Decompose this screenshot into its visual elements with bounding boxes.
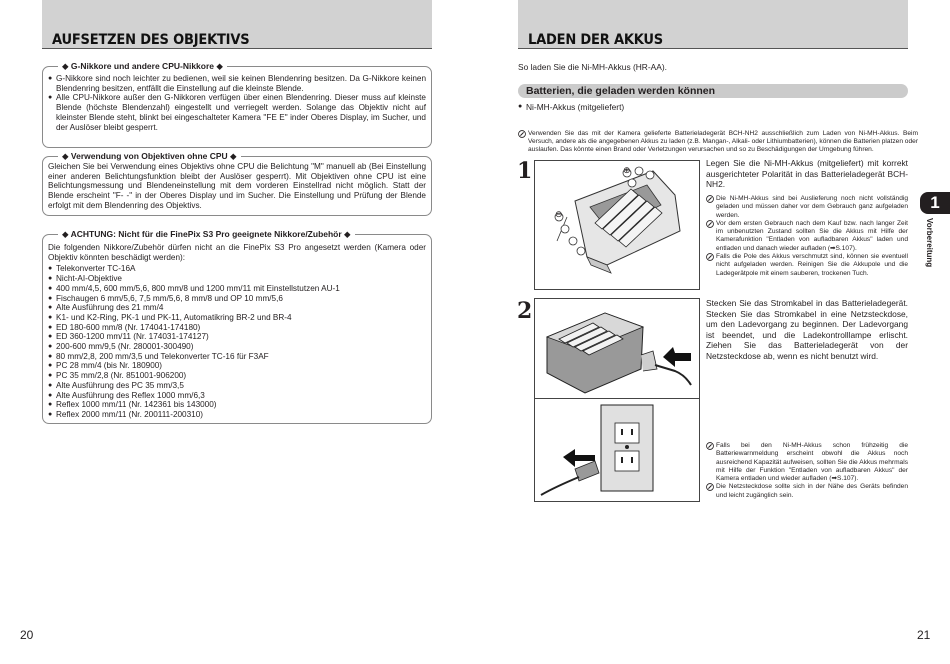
list-item: ● Alte Ausführung des PC 35 mm/3,5 [48,381,426,391]
step-1-number: 1 [517,158,533,184]
note-text: Die Netzsteckdose sollte sich in der Nähe des Geräts befinden und leicht zugänglich sein. [716,483,908,499]
non-cpu-lens-box-title: ◆ Verwendung von Objektiven ohne CPU ◆ [58,151,241,162]
right-header-rule [518,48,908,49]
list-item: ● K1- und K2-Ring, PK-1 und PK-11, Automatikring BR-2 und BR-4 [48,313,426,323]
battery-type-item: ● Ni-MH-Akkus (mitgeliefert) [518,102,950,113]
list-item: ● Alte Ausführung des 21 mm/4 [48,303,426,313]
warning-accessories-box-text [48,243,426,420]
step-2-illustration-top [534,298,700,400]
minus-sign: ⊖ [555,209,563,219]
chapter-label: Vorbereitung [925,218,934,268]
list-item: ● Alte Ausführung des Reflex 1000 mm/6,3 [48,391,426,401]
charger-cable-image [535,299,699,399]
right-page-number: 21 [917,628,931,642]
note-text: Die Ni-MH-Akkus sind bei Auslieferung noch nicht vollständig geladen und müssen daher vor dem Gebrauch ganz aufgeladen werden. [716,195,908,219]
list-item: ● Reflex 2000 mm/11 (Nr. 200111-200310) [48,410,426,420]
list-item: ● Telekonverter TC-16A [48,264,426,274]
warning-note-text: Verwenden Sie das mit der Kamera gelieferte Batterieladegerät BCH-NH2 ausschließlich zum Laden von Ni-MH-Akkus. Beim Versuch, andere als die angegebenen Akkus zu laden (z.B. Mangan-, Alkali- oder Lithiumbatterien), können die Batterien platzen oder auslaufen. Das könnte einen Brand oder Verletzungen verursachen und so zu Beschädigungen der Umgebung führen. [528,129,919,154]
list-item: ● ED 180-600 mm/8 (Nr. 174041-174180) [48,323,426,333]
step-1-illustration [534,160,700,290]
list-item: ● ED 360-1200 mm/11 (Nr. 174031-174127) [48,332,426,342]
note-item [706,253,908,278]
note-item [706,442,908,483]
right-page-title: LADEN DER AKKUS [528,32,663,48]
list-item: ● 80 mm/2,8, 200 mm/3,5 und Telekonverter TC-16 für F3AF [48,352,426,362]
chapter-tab: 1 [920,192,950,214]
step-1-text: Legen Sie die Ni-MH-Akkus (mitgeliefert) mit korrekt ausgerichteter Polarität in das Batterieladegerät BCH-NH2. [706,158,908,190]
warning-icon [518,130,526,138]
step-2-illustration-bottom [534,398,700,502]
cpu-nikkore-box-text [48,74,426,132]
list-item: ● Reflex 1000 mm/11 (Nr. 142361 bis 143000) [48,400,426,410]
charger-with-batteries-image [535,161,699,289]
warning-note [518,130,918,155]
non-cpu-lens-box-text: Gleichen Sie bei Verwendung eines Objektivs ohne CPU die Belichtung "M" manuell ab (Bei Einstellung einer anderen Belichtungsfunktion bleibt der Auslöser gesperrt). Mit Objektiven ohne CPU ist eine Belichtungsmessung und Blendeneinstellung mit dem vorderen Einstellrad nicht möglich. Statt der Blende erscheint "F- -" in der Oberes Display und im Sucher. Die Einstellung und Prüfung der Blende erfolgt mit dem Blendenring des Objektivs. [48,162,426,210]
list-item: ● G-Nikkore sind noch leichter zu bedienen, weil sie keinen Blendenring besitzen. Da G-Nikkore keinen Blendenring besitzen, entfällt die Einstellung auf die kleinste Blende. [48,74,426,93]
note-icon [706,483,714,491]
cpu-nikkore-box-title: ◆ G-Nikkore und andere CPU-Nikkore ◆ [58,61,227,72]
list-item: ● 400 mm/4,5, 600 mm/5,6, 800 mm/8 und 1200 mm/11 mit Einstellstutzen AU-1 [48,284,426,294]
intro-text: So laden Sie die Ni-MH-Akkus (HR-AA). [518,62,667,72]
left-page-number: 20 [20,628,34,642]
plus-sign: ⊕ [623,165,631,175]
section-title: Batterien, die geladen werden können [526,85,716,97]
note-item [706,483,908,500]
list-item: ● PC 35 mm/2,8 (Nr. 851001-906200) [48,371,426,381]
warning-intro: Die folgenden Nikkore/Zubehör dürfen nicht an die FinePix S3 Pro angesetzt werden (Kamera oder Objektiv könnten beschädigt werden): [48,243,426,262]
list-item: ● Fischaugen 6 mm/5,6, 7,5 mm/5,6, 8 mm/8 und OP 10 mm/5,6 [48,294,426,304]
list-item: ● Nicht-AI-Objektive [48,274,426,284]
step-2-text: Stecken Sie das Stromkabel in das Batterieladegerät. Stecken Sie das Stromkabel in eine Netzsteckdose, um den Ladevorgang zu beginnen. Der Ladevorgang ist beendet, und die Ladekontrolllampe erlischt. Ziehen Sie das Batterieladegerät von der Netzsteckdose ab, wenn es nicht benutzt wird. [706,298,908,361]
note-icon [706,220,714,228]
note-icon [706,195,714,203]
note-text: Vor dem ersten Gebrauch nach dem Kauf bzw. nach langer Zeit im unbenutzten Zustand sollten Sie die Akkus mit Hilfe der Kamerafunktion "Entladen von aufladbaren Akkus" laden und entladen und danach wieder aufladen (➡S.107). [716,219,908,252]
step-2-notes [706,442,908,500]
left-header-rule [42,48,432,49]
list-item: ● 200-600 mm/9,5 (Nr. 280001-300490) [48,342,426,352]
list-item: ● PC 28 mm/4 (bis Nr. 180900) [48,361,426,371]
step-2-number: 2 [517,298,533,324]
note-text: Falls die Pole des Akkus verschmutzt sind, können sie eventuell nicht aufgeladen werden. Reinigen Sie die Akkupole und die Ladegerätpole mit einem sauberen, trockenen Tuch. [716,253,908,277]
left-page-title: AUFSETZEN DES OBJEKTIVS [52,32,250,48]
note-icon [706,442,714,450]
warning-accessories-box-title: ◆ ACHTUNG: Nicht für die FinePix S3 Pro geeignete Nikkore/Zubehör ◆ [58,229,355,240]
step-1-notes [706,195,908,278]
note-icon [706,253,714,261]
list-item: ● Alle CPU-Nikkore außer den G-Nikkoren verfügen über einen Blendenring. Dieser muss auf kleinste Blende (höchste Blendenzahl) eingestellt und verriegelt werden. Solange das Objektiv nicht auf kleinster Blende steht, blinkt bei eingeschalteter Kamera "FE E" inder Oberes Display, im Sucher, und der Auslöser bleibt gesperrt. [48,93,426,132]
wall-outlet-image [535,399,699,501]
note-text: Falls bei den Ni-MH-Akkus schon frühzeitig die Batteriewarnmeldung erscheint obwohl die Akkus noch ausreichend Kapazität aufweisen, sollten Sie die Akkus mehrmals mit Hilfe der Funktion "Entladen von aufladbaren Akkus" der Kamera entladen und wieder aufladen (➡S.107). [716,442,908,483]
note-item [706,220,908,253]
note-item [706,195,908,220]
